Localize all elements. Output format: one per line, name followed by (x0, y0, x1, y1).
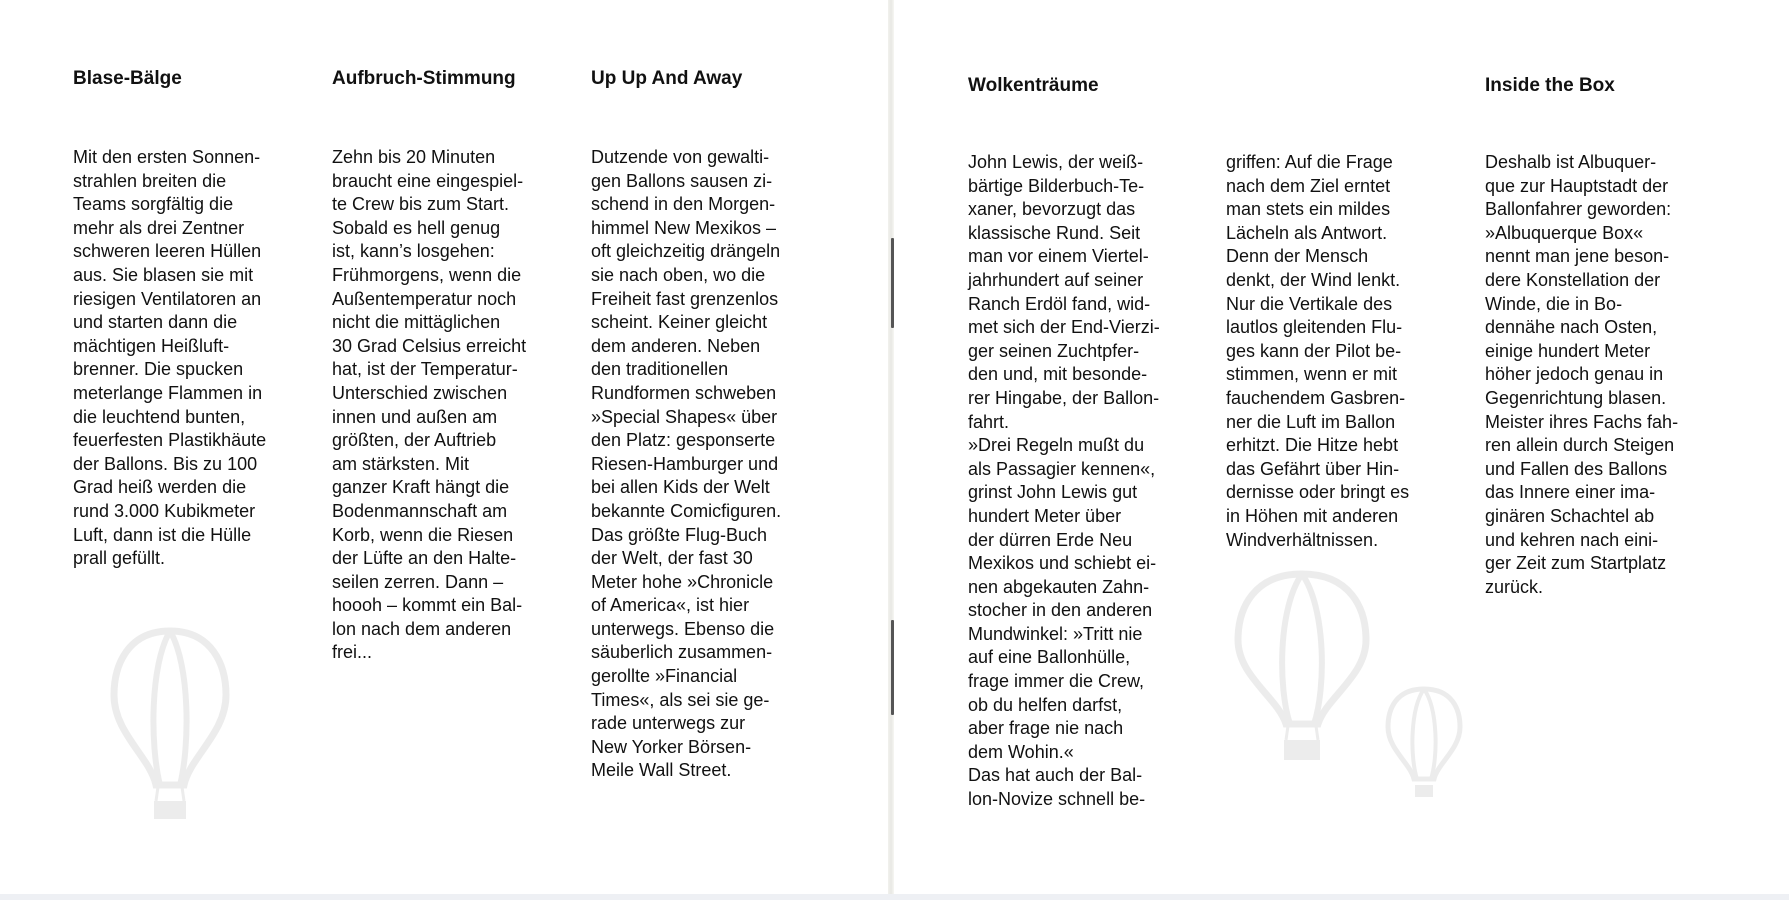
page-bottom-edge (0, 894, 1789, 900)
column-title: Blase-Bälge (73, 68, 182, 89)
column-text: Deshalb ist Albuquer- que zur Hauptstadt der Ballonfahrer geworden: »Albuquerque Box« nennt man jene beson- dere Konstellation der Winde, die in Bo- dennähe nach Osten, einige hundert Meter höher jedoch genau in Gegenrichtung blasen. Meister ihres Fachs fah- ren allein durch Steigen und Fallen des Ballons das Innere einer ima- ginären Schachtel ab und kehren nach eini- ger Zeit zum Startplatz zurück. (1485, 152, 1679, 597)
column-text: Dutzende von gewalti- gen Ballons sausen zi- schend in den Morgen- himmel New Mexikos – oft gleichzeitig drängeln sie nach oben, wo die Freiheit fast grenzenlos scheint. Keiner gleicht dem anderen. Neben den traditionellen Rundformen schweben »Special Shapes« über den Platz: gesponserte Riesen-Hamburger und bei allen Kids der Welt bekannte Comicfiguren. Das größte Flug-Buch der Welt, der fast 30 Meter hohe »Chronicle of America«, ist hier unterwegs. Ebenso die säuberlich zusammen- gerollte »Financial Times«, als sei sie ge- rade unterwegs zur New Yorker Börsen- Meile Wall Street. (591, 147, 782, 781)
column-text: John Lewis, der weiß- bärtige Bilderbuch-Te- xaner, bevorzugt das klassische Rund. Seit man vor einem Viertel- jahrhundert auf seiner Ranch Erdöl fand, wid- met sich der End-Vierzi- ger seinen Zuchtpfer- den und, mit besonde- rer Hingabe, der Ballon- fahrt. »Drei Regeln mußt du als Passagier kennen«, grinst John Lewis gut hundert Meter über der dürren Erde Neu Mexikos und schiebt ei- nen abgekauten Zahn- stocher in den anderen Mundwinkel: »Tritt nie auf eine Ballonhülle, frage immer die Crew, ob du helfen darfst, aber frage nie nach dem Wohin.« Das hat auch der Bal- lon-Novize schnell be- (968, 152, 1160, 810)
column-up-up-and-away (591, 68, 816, 781)
hot-air-balloon-icon (110, 625, 230, 825)
hot-air-balloon-icon (1232, 568, 1372, 768)
hot-air-balloon-icon (1384, 685, 1464, 805)
column-text: Mit den ersten Sonnen- strahlen breiten die Teams sorgfältig die mehr als drei Zentner schweren leeren Hüllen aus. Sie blasen sie mit riesigen Ventilatoren an und starten dann die mächtigen Heißluft- brenner. Die spucken meterlange Flammen in die leuchtend bunten, feuerfesten Plastikhäute der Ballons. Bis zu 100 Grad heiß werden die rund 3.000 Kubikmeter Luft, dann ist die Hülle prall gefüllt. (73, 147, 267, 569)
left-page (0, 0, 890, 900)
column-title: Up Up And Away (591, 68, 743, 89)
column-title: Aufbruch-Stimmung (332, 68, 516, 89)
column-wolkentraeume (968, 75, 1193, 810)
column-title: Wolkenträume (968, 75, 1099, 96)
column-title: Inside the Box (1485, 75, 1615, 96)
column-inside-the-box (1485, 75, 1710, 597)
column-text: Zehn bis 20 Minuten braucht eine eingespiel- te Crew bis zum Start. Sobald es hell genug ist, kann’s losgehen: Frühmorgens, wenn die Außentemperatur noch nicht die mittäglichen 30 Grad Celsius erreicht hat, ist der Temperatur- Unterschied zwischen innen und außen am größten, der Auftrieb am stärksten. Mit ganzer Kraft hängt die Bodenmannschaft am Korb, wenn die Riesen der Lüfte an den Halte- seilen zerren. Dann – hoooh – kommt ein Bal- lon nach dem anderen frei... (332, 147, 527, 663)
column-text: griffen: Auf die Frage nach dem Ziel erntet man stets ein mildes Lächeln als Antwort. Denn der Mensch denkt, der Wind lenkt. Nur die Vertikale des lautlos gleitenden Flu- ges kann der Pilot be- stimmen, wenn er mit fauchendem Gasbren- ner die Luft im Ballon erhitzt. Die Hitze hebt das Gefährt über Hin- dernisse oder bringt es in Höhen mit anderen Windverhältnissen. (1226, 152, 1410, 550)
column-aufbruch-stimmung (332, 68, 557, 663)
column-blase-baelge (73, 68, 298, 569)
right-page (894, 0, 1789, 900)
